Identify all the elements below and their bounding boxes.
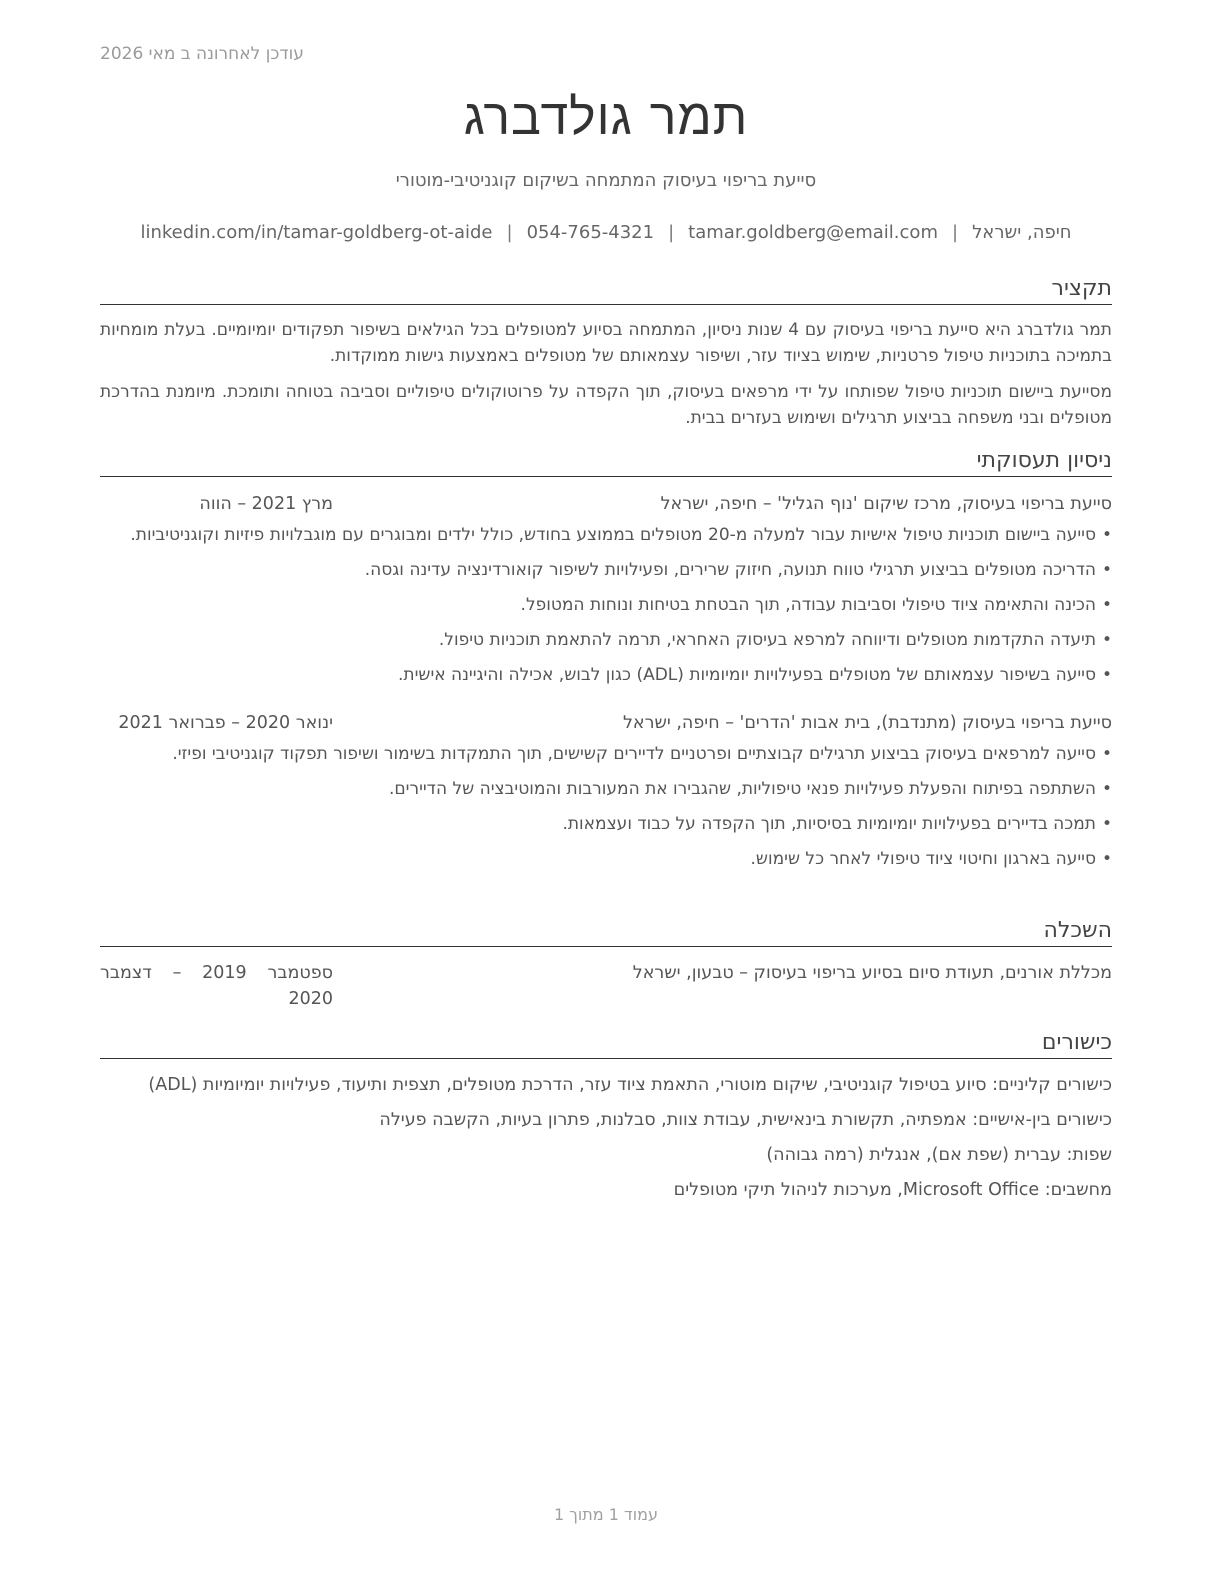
job-entry	[100, 709, 1112, 872]
job-header	[100, 490, 1112, 518]
job-bullets	[100, 741, 1112, 872]
education-entry	[100, 960, 1112, 1016]
experience-section	[100, 448, 1112, 881]
bullet-dot-icon: •	[1101, 665, 1112, 686]
education-section	[100, 918, 1112, 1016]
candidate-name: תמר גולדברג	[463, 88, 749, 146]
list-item: • הכינה והתאימה ציוד טיפולי וסביבות עבודה, תוך הבטחת בטיחות ונוחות המטופל.	[100, 592, 1112, 618]
bullet-dot-icon: •	[1101, 849, 1112, 870]
education-heading: השכלה	[100, 918, 1112, 947]
job-role: סייעת בריפוי בעיסוק (מתנדבת), בית אבות 'הדרים' – חיפה, ישראל	[622, 713, 1112, 734]
list-item: • תמכה בדיירים בפעילויות יומיומיות בסיסיות, תוך הקפדה על כבוד ועצמאות.	[100, 811, 1112, 837]
education-dates: ספטמבר 2019 – דצמבר 2020	[100, 963, 333, 1010]
skills-computers: מחשבים: Microsoft Office, מערכות לניהול תיקי מטופלים	[673, 1180, 1112, 1201]
list-item: • סייעה בארגון וחיטוי ציוד טיפולי לאחר כל שימוש.	[100, 846, 1112, 872]
bullet-dot-icon: •	[1101, 630, 1112, 651]
contact-linkedin[interactable]: linkedin.com/in/tamar-goldberg-ot-aide	[140, 222, 493, 243]
list-item: • השתתפה בפיתוח והפעלת פעילויות פנאי טיפוליות, שהגבירו את המעורבות והמוטיבציה של הדיירים.	[100, 776, 1112, 802]
resume-page	[100, 0, 1112, 1584]
list-item: • סייעה בשיפור עצמאותם של מטופלים בפעילויות יומיומיות (ADL) כגון לבוש, אכילה והיגיינה אישית.	[100, 662, 1112, 688]
bullet-dot-icon: •	[1101, 814, 1112, 835]
bullet-dot-icon: •	[1101, 595, 1112, 616]
contact-separator: |	[951, 222, 959, 243]
last-updated-note: עודכן לאחרונה ב מאי 2026	[100, 44, 304, 64]
contact-location: חיפה, ישראל	[972, 222, 1072, 243]
contact-email[interactable]: tamar.goldberg@email.com	[688, 222, 938, 243]
skills-languages: שפות: עברית (שפת אם), אנגלית (רמה גבוהה)	[766, 1145, 1112, 1166]
contact-line	[100, 222, 1112, 243]
summary-paragraph: תמר גולדברג היא סייעת בריפוי בעיסוק עם 4 שנות ניסיון, המתמחה בסיוע למטופלים בכל הגילאים בשיפור תפקודים יומיומיים. בעלת מומחיות בתמיכה בתוכניות טיפול פרטניות, שימוש בציוד עזר, ושיפור עצמאותם של מטופלים באמצעות גישות ממוקדות.	[100, 320, 1112, 367]
job-dates: ינואר 2020 – פברואר 2021	[118, 713, 333, 734]
page-number: עמוד 1 מתוך 1	[554, 1505, 658, 1524]
job-entry	[100, 490, 1112, 688]
list-item: • סייעה למרפאים בעיסוק בביצוע תרגילים קבוצתיים ופרטניים לדיירים קשישים, תוך התמקדות בשימור ושיפור תפקוד קוגניטיבי ופיזי.	[100, 741, 1112, 767]
skills-list	[100, 1072, 1112, 1203]
bullet-dot-icon: •	[1101, 779, 1112, 800]
skills-heading: כישורים	[100, 1030, 1112, 1059]
summary-heading: תקציר	[100, 276, 1112, 305]
job-dates: מרץ 2021 – הווה	[199, 494, 333, 515]
list-item: • תיעדה התקדמות מטופלים ודיווחה למרפא בעיסוק האחראי, תרמה להתאמת תוכניות טיפול.	[100, 627, 1112, 653]
bullet-dot-icon: •	[1101, 560, 1112, 581]
job-role: סייעת בריפוי בעיסוק, מרכז שיקום 'נוף הגליל' – חיפה, ישראל	[660, 494, 1112, 515]
bullet-dot-icon: •	[1101, 744, 1112, 765]
skills-interpersonal: כישורים בין-אישיים: אמפתיה, תקשורת בינאישית, עבודת צוות, סבלנות, פתרון בעיות, הקשבה פעילה	[379, 1110, 1112, 1131]
skills-clinical: כישורים קליניים: סיוע בטיפול קוגניטיבי, שיקום מוטורי, התאמת ציוד עזר, הדרכת מטופלים, תצפית ותיעוד, פעילויות יומיומיות (ADL)	[148, 1075, 1112, 1096]
bullet-dot-icon: •	[1101, 525, 1112, 546]
summary-paragraph: מסייעת ביישום תוכניות טיפול שפותחו על ידי מרפאים בעיסוק, תוך הקפדה על פרוטוקולים טיפוליים וסביבה בטוחה ותומכת. מיומנת בהדרכת מטופלים ובני משפחה בביצוע תרגילים ושימוש בעזרים בבית.	[100, 382, 1112, 429]
list-item: • הדריכה מטופלים בביצוע תרגילי טווח תנועה, חיזוק שרירים, ופעילויות לשיפור קואורדינציה עדינה וגסה.	[100, 557, 1112, 583]
education-school: מכללת אורנים, תעודת סיום בסיוע בריפוי בעיסוק – טבעון, ישראל	[632, 963, 1112, 984]
job-header	[100, 709, 1112, 737]
candidate-tagline: סייעת בריפוי בעיסוק המתמחה בשיקום קוגניטיבי-מוטורי	[395, 170, 817, 191]
skills-section	[100, 1030, 1112, 1212]
summary-section	[100, 276, 1112, 431]
contact-separator: |	[668, 222, 675, 243]
list-item: • סייעה ביישום תוכניות טיפול אישיות עבור למעלה מ-20 מטופלים בממוצע בחודש, כולל ילדים ומבוגרים עם מוגבלויות פיזיות וקוגניטיביות.	[100, 522, 1112, 548]
job-bullets	[100, 522, 1112, 688]
contact-phone[interactable]: 054-765-4321	[526, 222, 655, 243]
experience-heading: ניסיון תעסוקתי	[100, 448, 1112, 477]
contact-separator: |	[506, 222, 513, 243]
